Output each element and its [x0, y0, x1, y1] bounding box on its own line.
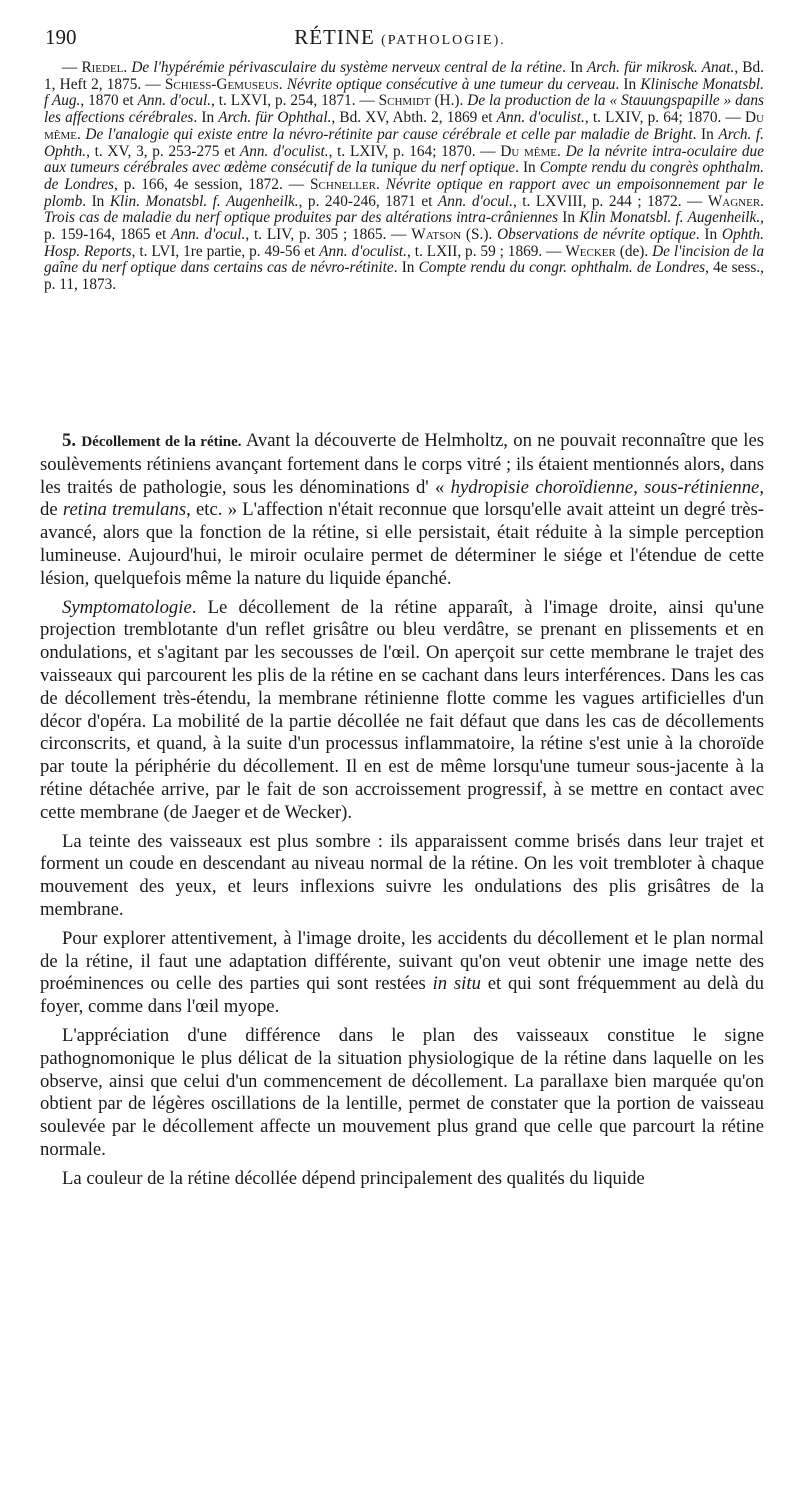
text-run: L'appréciation d'une différence dans le plan des vaisseaux constitue le signe pathognomonique le plus délicat de la situation physiologique de la rétine dans laquelle on les observe, ainsi que celui d'un commencement de décollement. La parallaxe bien marquée qu'on obtient par de légères oscillations de la lentille, permet de constater que la portion de vaisseau soulevée par le décollement affecte un mouvement plus grand que celle que parcourt la rétine normale. — [40, 1024, 764, 1160]
text-run: , t. LXVI, p. 254, 1871. — — [211, 92, 379, 110]
author-name: Watson — [411, 226, 462, 244]
text-run: — — [62, 59, 82, 76]
text-run: . — [760, 192, 764, 210]
text-run: (de). — [615, 242, 653, 260]
text-run: , Bd. 1, Heft 2, 1875. — — [44, 59, 764, 93]
text-run: La couleur de la rétine décollée dépend principalement des qualités du liquide — [62, 1167, 645, 1189]
italic-text: Klinische Monatsbl. f Aug. — [44, 75, 764, 110]
italic-text: Ophth. Hosp. Reports — [44, 226, 764, 260]
paragraph-parallaxe — [40, 1025, 764, 1162]
italic-text: Klin Monatsbl. f. Augenheilk. — [579, 209, 761, 227]
text-run: , p. 240-246, 1871 et — [298, 192, 438, 210]
text-run: . In — [562, 59, 587, 76]
italic-text: Observations de névrite optique — [497, 226, 696, 244]
italic-text: Ann. d'oculist. — [239, 142, 329, 160]
text-run: . — [375, 175, 386, 193]
italic-text: Névrite optique consécutive à une tumeur du cerveau — [286, 75, 616, 93]
italic-text: Névrite optique en rapport avec un empoisonnement par le plomb — [44, 175, 765, 210]
paragraph-exploration — [40, 928, 764, 1019]
text-run: , p. 166, 4e session, 1872. — — [114, 175, 311, 193]
text-run: (S.). — [461, 226, 498, 244]
text-run: , t. LXIV, p. 64; 1870. — — [584, 109, 745, 127]
italic-text: Compte rendu du congr. ophthalm. de Londres — [418, 259, 706, 277]
page-header — [40, 22, 760, 52]
text-run: , t. LIV, p. 305 ; 1865. — — [245, 226, 412, 244]
text-run: , 1870 et — [80, 92, 138, 110]
text-run: , de — [40, 476, 764, 521]
running-title — [40, 22, 760, 56]
text-run: , t. XV, 3, p. 253-275 et — [86, 142, 240, 160]
paragraph-vaisseaux — [40, 831, 764, 922]
bibliography-block — [44, 60, 764, 294]
text-run: . — [77, 125, 86, 143]
text-run: . In — [695, 226, 722, 244]
text-run: , t. LVI, 1re partie, p. 49-56 et — [131, 242, 320, 260]
section-heading: Décollement de la rétine. — [81, 434, 242, 450]
page-number: 190 — [45, 25, 77, 49]
italic-text: in situ — [432, 973, 481, 995]
italic-text: Ann. d'oculist. — [319, 242, 408, 260]
italic-text: Arch. für mikrosk. Anat. — [586, 59, 735, 76]
italic-text: De l'analogie qui existe entre la névro-rétinite par cause cérébrale et celle par maladie de Bright — [85, 125, 693, 143]
text-run: , t. LXIV, p. 164; 1870. — — [328, 142, 501, 160]
text-run: . In — [193, 109, 219, 127]
italic-text: Ann. d'ocul. — [171, 226, 246, 244]
section-number: 5. — [62, 430, 77, 451]
running-title-sub: (PATHOLOGIE). — [381, 33, 506, 48]
main-text — [40, 430, 764, 1191]
italic-text: Arch. für Ophthal. — [218, 109, 332, 127]
italic-text: De l'incision de la gaîne du nerf optique dans certains cas de névro-rétinite — [44, 242, 764, 277]
italic-text: hydropisie choroïdienne, sous-rétinienne — [450, 476, 760, 498]
text-run: . In — [615, 75, 641, 93]
text-run: (H.). — [430, 92, 468, 110]
text-run: Avant la découverte de Helmholtz, on ne pouvait reconnaître que les soulèvements rétiniens avançant fortement dans le corps vitré ; ils étaient mentionnés alors, dans les traités de pathologie, sous les dénominations d' « — [40, 430, 765, 498]
text-run: , etc. » L'affection n'était reconnue que lorsqu'elle avait atteint un degré très-avancé, alors que la fonction de la rétine, si elle persistait, était réduite à la simple perception lumineuse. Aujourd'hui, le miroir oculaire permet de déterminer le siége et l'étendue de cette lésion, quelquefois même la nature du liquide épanché. — [40, 499, 764, 589]
text-run: . — [123, 59, 132, 76]
italic-text: Ann. d'oculist. — [496, 109, 585, 127]
text-run: . In — [515, 159, 540, 177]
text-run: , 4e sess., p. 11, 1873. — [44, 259, 764, 294]
text-run: In — [558, 209, 580, 227]
italic-text: Compte rendu du congrès ophthalm. de Londres — [44, 159, 765, 193]
paragraph-symptomatologie — [40, 597, 764, 825]
text-run: , t. LXII, p. 59 ; 1869. — — [407, 242, 566, 260]
text-run: et qui sont fréquemment au delà du foyer, comme dans l'œil myope. — [40, 973, 764, 1018]
text-run: . In — [692, 125, 719, 143]
italic-text: Ann. d'ocul. — [137, 92, 212, 110]
paragraph-intro — [40, 430, 764, 591]
italic-text: De la production de la « Stauungspapille » dans les affections cérébrales — [44, 92, 764, 127]
italic-text: Ann. d'ocul. — [437, 192, 513, 210]
author-name: Wagner — [707, 192, 761, 210]
italic-text: Trois cas de maladie du nerf optique produites par des altérations intra-crâniennes — [44, 209, 559, 227]
text-run: , t. LXVIII, p. 244 ; 1872. — — [512, 192, 708, 210]
text-run: La teinte des vaisseaux est plus sombre : ils apparaissent comme brisés dans leur trajet et forment un coude en descendant au niveau normal de la rétine. On les voit trembloter à chaque mouvement des yeux, et leurs inflexions suivre les ondulations des plis grisâtres de la membrane. — [40, 830, 764, 920]
text-run: Pour explorer attentivement, à l'image droite, les accidents du décollement et le plan normal de la rétine, il faut une adaptation différente, suivant qu'on veut obtenir une image nette des proéminences ou celle des parties qui sont restées — [40, 927, 764, 995]
author-name: Du même — [44, 109, 764, 143]
author-name: Schneller — [310, 175, 376, 193]
author-name: Riedel — [81, 59, 124, 76]
italic-text: Klin. Monatsbl. f. Augenheilk. — [109, 192, 299, 210]
text-run: , p. 159-164, 1865 et — [44, 209, 764, 244]
text-run: . — [557, 142, 566, 160]
italic-text: Symptomatologie — [62, 596, 192, 618]
italic-text: retina tremulans — [62, 499, 187, 521]
author-name: Schiess-Gemuseus — [164, 75, 279, 93]
text-run: . In — [393, 259, 419, 277]
italic-text: Arch. f. Ophth. — [44, 125, 765, 160]
text-run: , Bd. XV, Abth. 2, 1869 et — [331, 109, 497, 127]
text-run: . Le décollement de la rétine apparaît, à l'image droite, ainsi qu'une projection tremblotante d'un reflet grisâtre ou bleu verdâtre, se prenant en plissements et en ondulations, et s'agitant par les secousses de l'œil. On aperçoit sur cette membrane le trajet des vaisseaux qui parcourent les plis de la rétine en se cachant dans leurs interférences. Dans les cas de décollement très-étendu, la membrane rétinienne flotte comme les vagues artificielles d'un décor d'opéra. La mobilité de la partie décollée ne fait défaut que dans les cas de décollements circonscrits, et quand, à la suite d'un processus inflammatoire, la rétine s'est unie à la choroïde par toute la périphérie du décollement. Il en est de même lorsqu'une tumeur sous-jacente à la rétine détachée arrive, par le fait de son accroissement progressif, à se mettre en contact avec cette membrane (de Jaeger et de Wecker). — [40, 596, 764, 823]
author-name: Du même — [500, 142, 558, 160]
paragraph-couleur — [40, 1168, 764, 1191]
text-run: . — [278, 75, 287, 93]
author-name: Schmidt — [378, 92, 431, 110]
author-name: Wecker — [565, 242, 616, 260]
text-run: . In — [82, 192, 110, 210]
running-title-main: RÉTINE — [294, 25, 375, 49]
italic-text: De l'hypérémie périvasculaire du système nerveux central de la rétine — [131, 59, 563, 76]
italic-text: De la névrite intra-oculaire due aux tumeurs cérébrales avec œdème consécutif de la tunique du nerf optique — [44, 142, 764, 177]
